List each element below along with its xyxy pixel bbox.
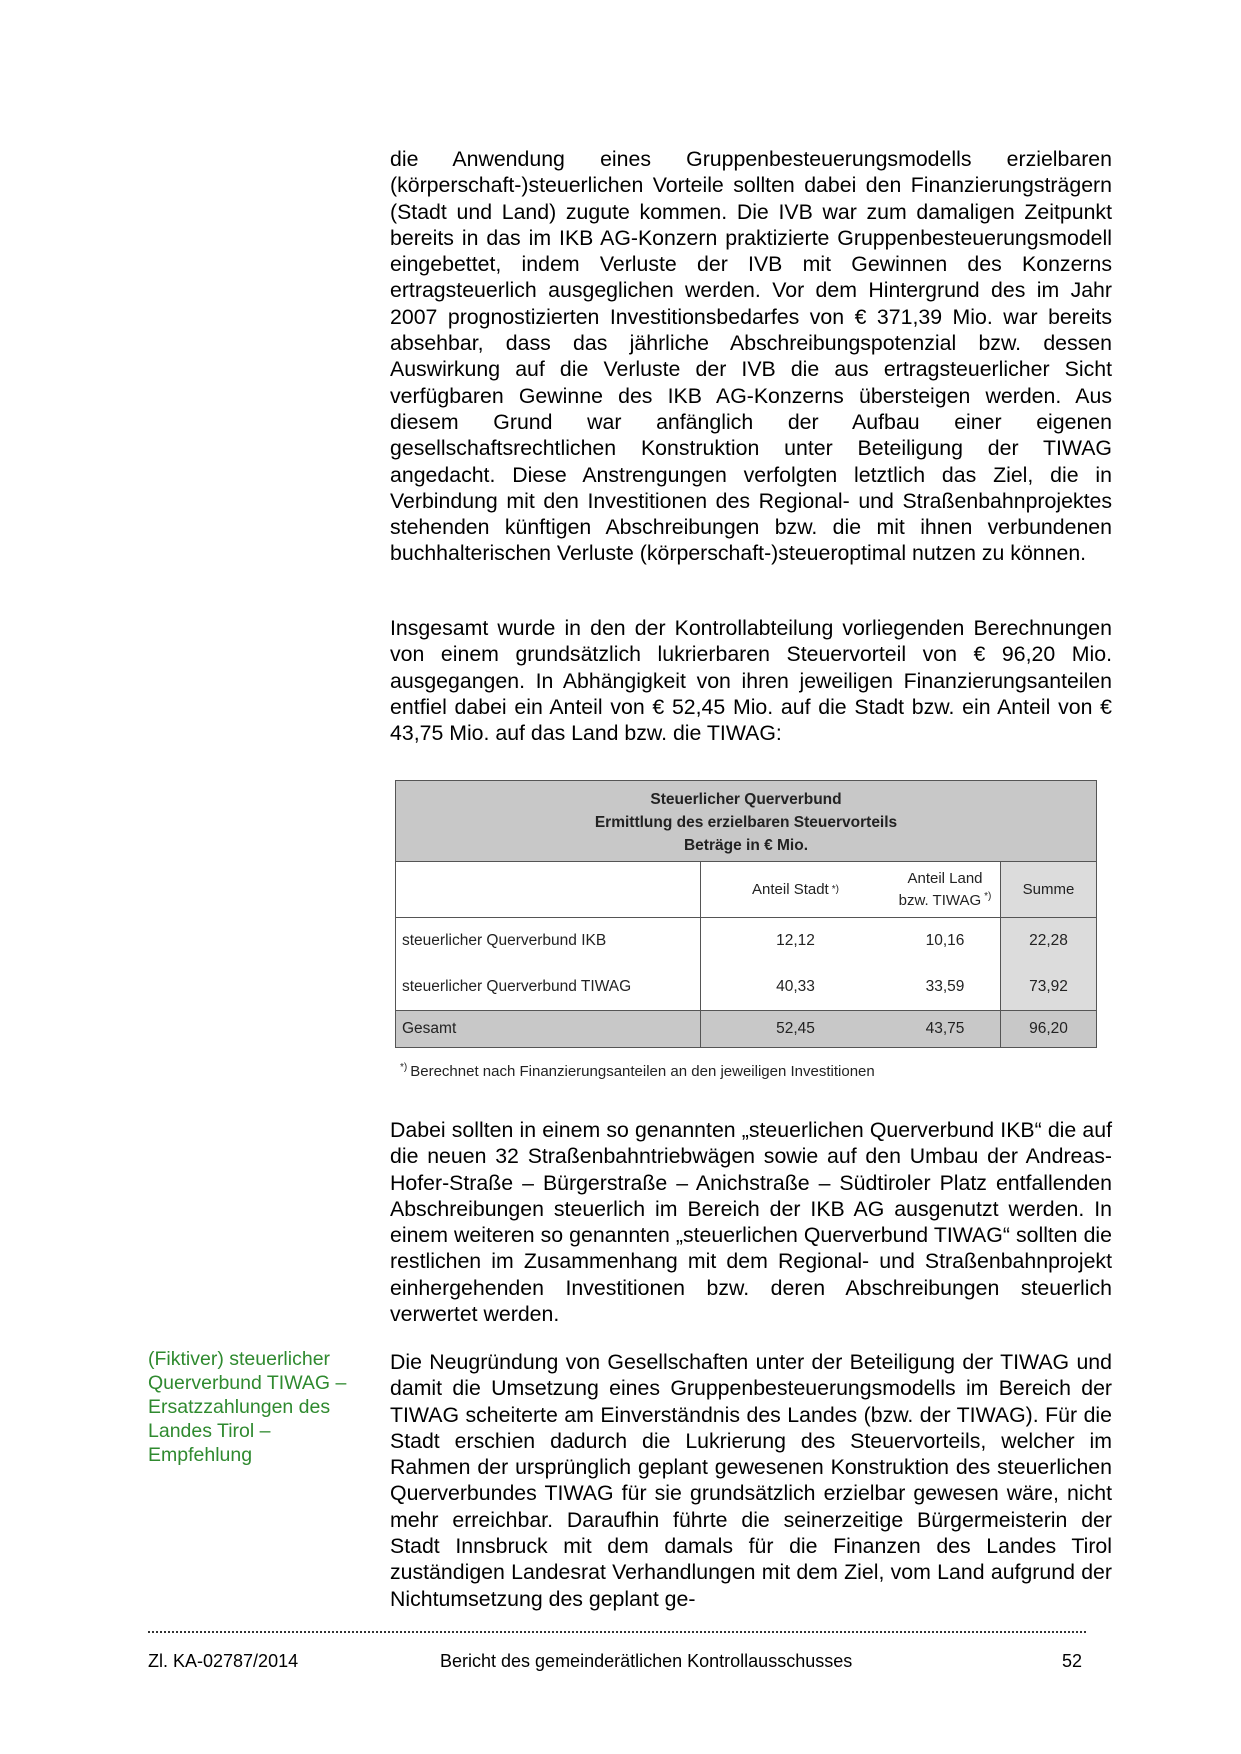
cell-summe: 22,28 — [1000, 918, 1096, 964]
tax-advantage-table — [395, 780, 1097, 1048]
table-footnote — [400, 1062, 875, 1080]
footer-reference-number: Zl. KA-02787/2014 — [148, 1651, 299, 1671]
col-header-summe: Summe — [1000, 862, 1096, 917]
body-paragraph-1: die Anwendung eines Gruppenbesteuerungsmodells erzielbaren (körperschaft-)steuerlichen Vorteile sollten dabei den Finanzierungsträgern (Stadt und Land) zugute kommen. Die IVB war zum damaligen Zeitpunkt bereits in das im IKB AG-Konzern praktizierte Gruppenbesteuerungsmodell eingebettet, indem Verluste der IVB mit Gewinnen des Konzerns ertragsteuerlich ausgeglichen werden. Vor dem Hintergrund des im Jahr 2007 prognostizierten Investitionsbedarfes von € 371,39 Mio. war bereits absehbar, dass das jährliche Abschreibungspotenzial bzw. dessen Auswirkung auf die Verluste der IVB die aus ertragsteuerlicher Sicht verfügbaren Gewinne des IKB AG-Konzerns übersteigen werden. Aus diesem Grund war anfänglich der Aufbau einer eigenen gesellschaftsrechtlichen Konstruktion unter Beteiligung der TIWAG angedacht. Diese Anstrengungen verfolgten letztlich das Ziel, die in Verbindung mit den Investitionen des Regional- und Straßenbahnprojektes stehenden künftigen Abschreibungen bzw. die mit ihnen verbundenen buchhalterischen Verluste (körperschaft-)steueroptimal nutzen zu können. — [390, 147, 1112, 566]
cell-stadt: 12,12 — [700, 918, 890, 964]
table-title-3: Beträge in € Mio. — [683, 837, 809, 854]
footnote-marker: *) — [831, 883, 839, 895]
footer-report-title: Bericht des gemeinderätlichen Kontrollausschusses — [440, 1651, 853, 1671]
cell-stadt: 40,33 — [700, 964, 890, 1010]
row-label: steuerlicher Querverbund IKB — [402, 932, 607, 949]
total-land: 43,75 — [925, 1020, 965, 1037]
col-header-stadt — [700, 862, 890, 917]
table-header — [396, 781, 1096, 862]
body-paragraph-2: Insgesamt wurde in den der Kontrollabteilung vorliegenden Berechnungen von einem grundsätzlich lukrierbaren Steuervorteil von € 96,20 Mio. ausgegangen. In Abhängigkeit von ihren jeweiligen Finanzierungsanteilen entfiel dabei ein Anteil von € 52,45 Mio. auf die Stadt bzw. ein Anteil von € 43,75 Mio. auf das Land bzw. die TIWAG: — [390, 616, 1112, 746]
body-paragraph-3: Dabei sollten in einem so genannten „steuerlichen Querverbund IKB“ die auf die neuen 32 Straßenbahntriebwägen sowie auf den Umbau der Andreas-Hofer-Straße – Bürgerstraße – Anichstraße – Südtiroler Platz entfallenden Abschreibungen steuerlich im Bereich der IKB AG ausgenutzt werden. In einem weiteren so genannten „steuerlichen Querverbund TIWAG“ sollten die restlichen im Zusammenhang mit dem Regional- und Straßenbahnprojekt einhergehenden Investitionen bzw. deren Abschreibungen steuerlich verwertet werden. — [390, 1118, 1112, 1327]
cell-land: 33,59 — [925, 978, 965, 995]
table-column-headers — [396, 862, 1096, 918]
footer-page-number: 52 — [1062, 1651, 1083, 1671]
col-header-land-line1: Anteil Land — [907, 869, 983, 887]
table-footnote-text: Berechnet nach Finanzierungsanteilen an den jeweiligen Investitionen — [410, 1063, 875, 1080]
col-header-stadt-label: Anteil Stadt — [752, 880, 829, 898]
cell-summe: 73,92 — [1000, 964, 1096, 1010]
marginal-note: (Fiktiver) steuerlicher Querverbund TIWAG – Ersatzzahlungen des Landes Tirol – Empfehlung — [148, 1348, 347, 1466]
col-header-land-line2: bzw. TIWAG — [898, 891, 982, 909]
footer-divider — [148, 1628, 1086, 1633]
col-header-land — [890, 862, 1000, 917]
table-total-row — [396, 1010, 1096, 1047]
table-title-2: Ermittlung des erzielbaren Steuervorteils — [594, 814, 898, 831]
body-paragraph-4: Die Neugründung von Gesellschaften unter der Beteiligung der TIWAG und damit die Umsetzung eines Gruppenbesteuerungsmodells im Bereich der TIWAG scheiterte am Einverständnis des Landes (bzw. der TIWAG). Für die Stadt erschien dadurch die Lukrierung des Steuervorteils, welcher im Rahmen der ursprünglich geplant gewesenen Konstruktion des steuerlichen Querverbundes TIWAG für sie grundsätzlich erzielbar gewesen wäre, nicht mehr erreichbar. Daraufhin führte die seinerzeitige Bürgermeisterin der Stadt Innsbruck mit dem damals für die Finanzen des Landes Tirol zuständigen Landesrat Verhandlungen mit dem Ziel, vom Land aufgrund der Nichtumsetzung des geplant ge- — [390, 1350, 1112, 1611]
table-row — [396, 918, 1096, 964]
empty-header-cell — [396, 862, 700, 917]
total-summe: 96,20 — [1000, 1011, 1096, 1047]
table-row — [396, 964, 1096, 1010]
table-title-1: Steuerlicher Querverbund — [650, 791, 842, 808]
footnote-marker: *) — [400, 1062, 408, 1073]
total-stadt: 52,45 — [700, 1011, 890, 1047]
row-label: steuerlicher Querverbund TIWAG — [402, 978, 632, 995]
footnote-marker: *) — [984, 890, 992, 902]
cell-land: 10,16 — [925, 932, 965, 949]
total-label: Gesamt — [402, 1020, 457, 1037]
